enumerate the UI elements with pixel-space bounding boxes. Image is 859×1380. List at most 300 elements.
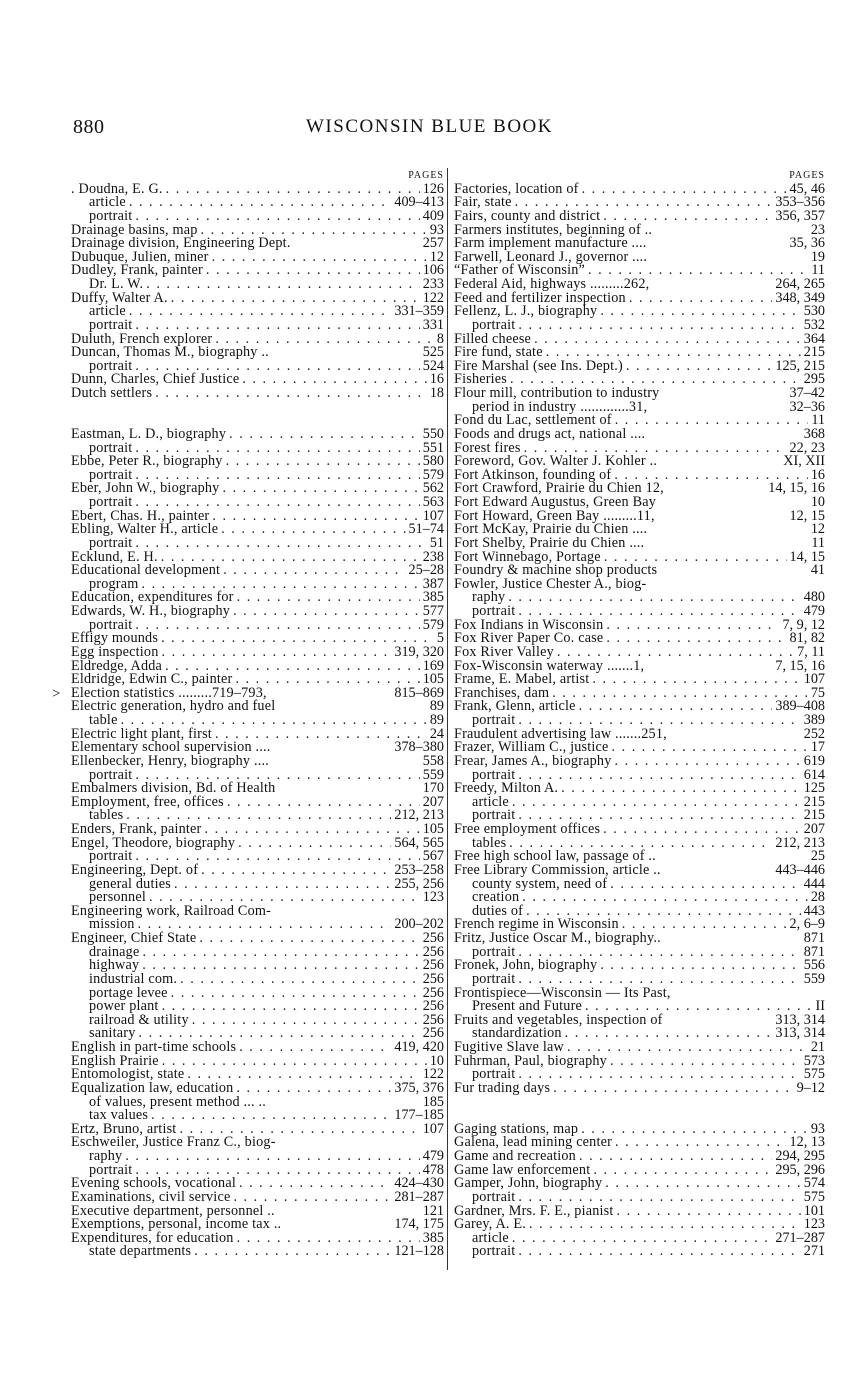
- entry-pages: 419, 420: [394, 1039, 444, 1055]
- dot-leader: [204, 823, 419, 837]
- entry-term: Game and recreation: [454, 1148, 576, 1164]
- entry-pages: 207: [803, 821, 825, 837]
- entry-pages: 313, 314: [775, 1025, 825, 1042]
- entry-term: Engineering work, Railroad Com-: [71, 902, 272, 919]
- entry-term: Edwards, W. H., biography: [71, 603, 231, 619]
- entry-pages: 107: [422, 1120, 444, 1137]
- entry-term: tax values: [89, 1107, 149, 1124]
- entry-pages: 257: [422, 235, 444, 252]
- dot-leader: [629, 292, 772, 306]
- entry-term: Embalmers division, Bd. of Health: [71, 780, 276, 797]
- entry-term: portrait: [89, 316, 133, 333]
- entry-term: general duties: [89, 875, 171, 892]
- entry-pages: 271: [803, 1243, 825, 1260]
- entry-term: Fort McKay, Prairie du Chien ....: [454, 521, 648, 538]
- entry-term: . Doudna, E. G.: [71, 180, 163, 197]
- entry-pages: 12: [429, 248, 444, 265]
- entry-pages: 559: [422, 766, 444, 783]
- entry-term: Electric light plant, first: [71, 725, 212, 742]
- entry-pages: 215: [803, 807, 825, 824]
- entry-term: Fort Crawford, Prairie du Chien 12,: [454, 480, 664, 497]
- page-header: [0, 116, 859, 142]
- entry-pages: II: [815, 998, 825, 1015]
- entry-term: Fruits and vegetables, inspection of: [454, 1011, 663, 1028]
- entry-pages: 51–74: [408, 521, 444, 538]
- entry-pages: 41: [810, 562, 825, 579]
- dot-leader: [229, 428, 420, 442]
- dot-leader: [237, 1232, 420, 1246]
- entry-term: Farm implement manufacture ....: [454, 235, 647, 252]
- dot-leader: [162, 1055, 427, 1069]
- entry-term: Farwell, Leonard J., governor ....: [454, 248, 648, 265]
- entry-pages: 294, 295: [775, 1148, 825, 1164]
- entry-pages: 14, 15: [789, 548, 825, 565]
- entry-pages: 125: [803, 780, 825, 797]
- section-gap: [71, 401, 444, 415]
- entry-pages: 18: [429, 385, 444, 401]
- entry-pages: 8: [436, 330, 444, 347]
- dot-leader: [142, 959, 419, 973]
- index-entry: [454, 1218, 825, 1232]
- entry-term: Entomologist, state: [71, 1066, 185, 1083]
- entry-term: highway: [89, 957, 140, 974]
- entry-pages: 551: [422, 439, 444, 456]
- entry-term: Fire fund, state: [454, 344, 543, 361]
- entry-pages: 256: [422, 998, 444, 1015]
- dot-leader: [518, 1245, 800, 1259]
- entry-pages: 28: [810, 889, 825, 906]
- entry-pages: 815–869: [394, 684, 444, 701]
- entry-term: Gardner, Mrs. F. E., pianist: [454, 1202, 614, 1219]
- entry-pages: 32–36: [789, 398, 825, 415]
- entry-term: table: [89, 712, 118, 728]
- dot-leader: [212, 510, 419, 524]
- entry-term: Fire Marshal (see Ins. Dept.): [454, 357, 623, 374]
- entry-pages: 619: [803, 752, 825, 769]
- dot-leader: [129, 305, 392, 319]
- entry-term: Employment, free, offices: [71, 793, 224, 810]
- entry-term: Fair, state: [454, 194, 512, 211]
- dot-leader: [582, 183, 787, 197]
- entry-pages: 295: [803, 371, 825, 388]
- entry-pages: 185: [422, 1093, 444, 1110]
- entry-term: article: [472, 1229, 509, 1246]
- entry-term: Ellenbecker, Henry, biography ....: [71, 752, 269, 769]
- dot-leader: [593, 1164, 772, 1178]
- entry-pages: 385: [422, 589, 444, 606]
- entry-term: Educational development: [71, 562, 221, 579]
- dot-leader: [233, 605, 420, 619]
- entry-pages: 409–413: [394, 194, 444, 211]
- dot-leader: [239, 1177, 391, 1191]
- entry-term: Fox-Wisconsin waterway .......1,: [454, 657, 645, 674]
- entry-pages: 174, 175: [394, 1216, 444, 1233]
- entry-term: Forest fires: [454, 439, 521, 456]
- entry-pages: 81, 82: [789, 630, 825, 647]
- entry-pages: 375, 376: [394, 1079, 444, 1096]
- entry-pages: 177–185: [394, 1107, 444, 1124]
- entry-term: Fugitive Slave law: [454, 1039, 564, 1055]
- entry-pages: 479: [803, 603, 825, 619]
- entry-pages: 319, 320: [394, 643, 444, 660]
- entry-pages: 5: [436, 630, 444, 647]
- entry-pages: 12, 15: [789, 507, 825, 524]
- entry-pages: 256: [422, 1011, 444, 1028]
- index-entry: [454, 357, 825, 374]
- entry-term: Fort Edward Augustus, Green Bay: [454, 494, 657, 510]
- entry-term: drainage: [89, 943, 140, 960]
- entry-pages: 170: [422, 780, 444, 797]
- entry-term: Fellenz, L. J., biography: [454, 303, 598, 320]
- entry-pages: 378–380: [394, 739, 444, 756]
- entry-term: Dudley, Frank, painter: [71, 262, 203, 279]
- entry-pages: 353–356: [775, 194, 825, 211]
- index-entry: [454, 1245, 825, 1259]
- index-entry: [71, 387, 444, 401]
- entry-term: portage levee: [89, 984, 168, 1001]
- entry-pages: 25: [810, 848, 825, 865]
- entry-pages: 524: [422, 357, 444, 374]
- entry-term: Fort Winnebago, Portage: [454, 548, 601, 565]
- entry-pages: 574: [803, 1175, 825, 1192]
- index-column-left: [71, 169, 444, 1259]
- entry-term: Foundry & machine shop products: [454, 562, 658, 579]
- entry-term: Fox River Valley: [454, 643, 554, 660]
- dot-leader: [162, 646, 392, 660]
- entry-term: Frame, E. Mabel, artist: [454, 671, 590, 688]
- entry-term: Effigy mounds: [71, 630, 159, 647]
- entry-term: Exemptions, personal, income tax ..: [71, 1216, 282, 1233]
- entry-pages: 530: [803, 303, 825, 320]
- index-entry: [71, 700, 444, 714]
- entry-term: “Father of Wisconsin”: [454, 262, 586, 279]
- entry-term: Gaging stations, map: [454, 1120, 579, 1137]
- entry-term: Duncan, Thomas M., biography ..: [71, 344, 269, 361]
- dot-leader: [227, 796, 420, 810]
- dot-leader: [512, 796, 801, 810]
- entry-term: raphy: [89, 1148, 123, 1164]
- entry-pages: 122: [422, 1066, 444, 1083]
- entry-term: Ebbe, Peter R., biography: [71, 453, 223, 470]
- entry-term: Ertz, Bruno, artist: [71, 1120, 177, 1137]
- entry-term: Fox Indians in Wisconsin: [454, 616, 604, 633]
- entry-term: portrait: [472, 1188, 516, 1205]
- entry-term: Evening schools, vocational: [71, 1175, 236, 1192]
- index-entry: [454, 575, 825, 592]
- entry-term: period in industry .............31,: [472, 398, 648, 415]
- entry-pages: 559: [803, 970, 825, 987]
- margin-pointer-mark: >: [52, 686, 61, 702]
- entry-term: portrait: [472, 943, 516, 960]
- entry-pages: 331: [422, 316, 444, 333]
- entry-term: Fort Howard, Green Bay .........11,: [454, 507, 655, 524]
- dot-leader: [194, 1245, 391, 1259]
- dot-leader: [518, 1068, 800, 1082]
- entry-pages: 106: [422, 262, 444, 279]
- entry-pages: 558: [422, 752, 444, 769]
- entry-pages: 24: [429, 725, 444, 742]
- entry-pages: 256: [422, 1025, 444, 1042]
- entry-pages: 93: [810, 1120, 825, 1137]
- entry-term: portrait: [472, 603, 516, 619]
- dot-leader: [522, 891, 808, 905]
- dot-leader: [151, 1109, 391, 1123]
- entry-term: raphy: [472, 589, 506, 606]
- entry-pages: 424–430: [394, 1175, 444, 1192]
- dot-leader: [226, 455, 420, 469]
- entry-pages: 122: [422, 289, 444, 306]
- dot-leader: [606, 619, 779, 633]
- entry-pages: 525: [422, 344, 444, 361]
- entry-term: of values, present method ... ..: [89, 1093, 267, 1110]
- entry-term: Fowler, Justice Chester A., biog-: [454, 575, 647, 592]
- entry-term: Fuhrman, Paul, biography: [454, 1052, 607, 1069]
- entry-term: Free Library Commission, article ..: [454, 861, 661, 878]
- entry-pages: 252: [803, 725, 825, 742]
- entry-pages: 105: [422, 821, 444, 837]
- entry-term: Frear, James A., biography: [454, 752, 612, 769]
- entry-term: Gamper, John, biography: [454, 1175, 603, 1192]
- dot-leader: [174, 878, 391, 892]
- dot-leader: [615, 1136, 786, 1150]
- entry-term: portrait: [472, 712, 516, 728]
- index-entry: [71, 793, 444, 810]
- entry-term: portrait: [472, 316, 516, 333]
- dot-leader: [605, 1177, 800, 1191]
- entry-term: Frazer, William C., justice: [454, 739, 609, 756]
- entry-term: portrait: [89, 207, 133, 224]
- entry-term: portrait: [89, 766, 133, 783]
- entry-term: Drainage division, Engineering Dept.: [71, 235, 291, 252]
- entry-pages: 10: [810, 494, 825, 510]
- entry-term: Free high school law, passage of ..: [454, 848, 656, 865]
- dot-leader: [237, 591, 420, 605]
- entry-pages: 105: [422, 671, 444, 688]
- dot-leader: [201, 864, 391, 878]
- entry-pages: 389: [803, 712, 825, 728]
- entry-term: Duluth, French explorer: [71, 330, 213, 347]
- entry-pages: 207: [422, 793, 444, 810]
- index-entry: [71, 1136, 444, 1150]
- entry-pages: 123: [422, 889, 444, 906]
- entry-term: article: [89, 194, 126, 211]
- dot-leader: [146, 278, 420, 292]
- entry-pages: 89: [429, 712, 444, 728]
- entry-pages: 580: [422, 453, 444, 470]
- entry-pages: 387: [422, 575, 444, 592]
- dot-leader: [612, 741, 808, 755]
- entry-term: mission: [89, 916, 135, 933]
- entry-pages: 871: [803, 930, 825, 946]
- entry-term: portrait: [472, 766, 516, 783]
- entry-pages: 444: [803, 875, 825, 892]
- entry-pages: 256: [422, 984, 444, 1001]
- entry-term: Eschweiler, Justice Franz C., biog-: [71, 1134, 276, 1151]
- dot-leader: [606, 632, 786, 646]
- entry-pages: 331–359: [394, 303, 444, 320]
- entry-pages: 313, 314: [775, 1011, 825, 1028]
- entry-pages: 11: [811, 534, 825, 551]
- entry-pages: 169: [422, 657, 444, 674]
- entry-pages: 125, 215: [775, 357, 825, 374]
- entry-pages: 212, 213: [775, 834, 825, 851]
- index-entry: [454, 782, 825, 796]
- entry-pages: 567: [422, 848, 444, 865]
- entry-term: Education, expenditures for: [71, 589, 234, 606]
- entry-term: Fraudulent advertising law .......251,: [454, 725, 667, 742]
- entry-pages: 478: [422, 1161, 444, 1178]
- entry-pages: 11: [811, 262, 825, 279]
- entry-term: Fairs, county and district: [454, 207, 601, 224]
- entry-pages: 19: [810, 248, 825, 265]
- entry-term: portrait: [89, 1161, 133, 1178]
- entry-pages: 295, 296: [775, 1161, 825, 1178]
- entry-pages: 215: [803, 793, 825, 810]
- entry-pages: 368: [803, 425, 825, 442]
- entry-pages: 389–408: [775, 698, 825, 715]
- entry-term: Foreword, Gov. Walter J. Kohler ..: [454, 453, 658, 470]
- entry-pages: 564, 565: [394, 834, 444, 851]
- entry-term: Engel, Theodore, biography: [71, 834, 236, 851]
- entry-term: power plant: [89, 998, 159, 1015]
- dot-leader: [161, 632, 434, 646]
- entry-term: Enders, Frank, painter: [71, 821, 202, 837]
- entry-term: railroad & utility: [89, 1011, 189, 1028]
- dot-leader: [222, 482, 419, 496]
- entry-pages: 385: [422, 1229, 444, 1246]
- entry-term: industrial com.: [89, 970, 178, 987]
- entry-term: Feed and fertilizer inspection: [454, 289, 626, 306]
- dot-leader: [579, 1150, 772, 1164]
- entry-term: article: [472, 793, 509, 810]
- entry-pages: 271–287: [775, 1229, 825, 1246]
- entry-term: Fort Shelby, Prairie du Chien ....: [454, 534, 645, 551]
- dot-leader: [221, 523, 405, 537]
- entry-pages: 256: [422, 930, 444, 946]
- entry-pages: 256: [422, 943, 444, 960]
- entry-pages: 121–128: [394, 1243, 444, 1260]
- dot-leader: [610, 878, 801, 892]
- entry-term: sanitary: [89, 1025, 136, 1042]
- running-title: WISCONSIN BLUE BOOK: [306, 116, 553, 137]
- index-entry: [71, 1245, 444, 1259]
- entry-pages: 9–12: [796, 1079, 825, 1096]
- entry-pages: 253–258: [394, 861, 444, 878]
- dot-leader: [529, 1218, 801, 1232]
- entry-term: Fox River Paper Co. case: [454, 630, 604, 647]
- dot-leader: [171, 987, 420, 1001]
- dot-leader: [180, 973, 420, 987]
- entry-pages: 532: [803, 316, 825, 333]
- dot-leader: [518, 319, 800, 333]
- entry-term: French regime in Wisconsin: [454, 916, 619, 933]
- entry-pages: 281–287: [394, 1188, 444, 1205]
- dot-leader: [155, 387, 427, 401]
- dot-leader: [125, 1150, 419, 1164]
- entry-pages: 479: [422, 1148, 444, 1164]
- entry-pages: 107: [803, 671, 825, 688]
- entry-term: portrait: [89, 439, 133, 456]
- entry-term: tables: [89, 807, 124, 824]
- entry-term: portrait: [89, 494, 133, 510]
- entry-term: Frontispiece—Wisconsin — Its Past,: [454, 984, 671, 1001]
- entry-term: Fisheries: [454, 371, 508, 388]
- dot-leader: [239, 1041, 391, 1055]
- entry-pages: 443: [803, 902, 825, 919]
- entry-pages: 11: [811, 412, 825, 429]
- entry-pages: 2, 6–9: [789, 916, 825, 933]
- entry-pages: 7, 9, 12: [782, 616, 825, 633]
- entry-pages: 348, 349: [775, 289, 825, 306]
- entry-term: creation: [472, 889, 520, 906]
- entry-term: duties of: [472, 902, 524, 919]
- dot-leader: [199, 932, 419, 946]
- entry-pages: 212, 213: [394, 807, 444, 824]
- entry-term: portrait: [89, 534, 133, 551]
- dot-leader: [166, 183, 420, 197]
- entry-term: Dubuque, Julien, miner: [71, 248, 209, 265]
- entry-pages: 356, 357: [775, 207, 825, 224]
- entry-pages: 215: [803, 344, 825, 361]
- entry-pages: 256: [422, 957, 444, 974]
- entry-term: portrait: [89, 616, 133, 633]
- entry-term: portrait: [89, 848, 133, 865]
- dot-leader: [142, 946, 419, 960]
- entry-term: Free employment offices: [454, 821, 601, 837]
- entry-pages: 7, 11: [797, 643, 825, 660]
- entry-term: Fur trading days: [454, 1079, 551, 1096]
- dot-leader: [626, 360, 772, 374]
- entry-term: Federal Aid, highways .........262,: [454, 276, 650, 292]
- dot-leader: [135, 537, 426, 551]
- entry-pages: 562: [422, 480, 444, 497]
- dot-leader: [135, 619, 419, 633]
- entry-term: program: [89, 575, 139, 592]
- entry-pages: 200–202: [394, 916, 444, 933]
- entry-pages: 573: [803, 1052, 825, 1069]
- entry-pages: 23: [810, 221, 825, 238]
- entry-term: standardization: [472, 1025, 562, 1042]
- entry-term: article: [89, 303, 126, 320]
- index-entry: [71, 289, 444, 306]
- dot-leader: [603, 823, 801, 837]
- entry-pages: 89: [429, 698, 444, 715]
- entry-term: Eastman, L. D., biography: [71, 425, 227, 442]
- dot-leader: [552, 687, 808, 701]
- entry-pages: 575: [803, 1066, 825, 1083]
- entry-term: Ebling, Walter H., article: [71, 521, 219, 538]
- entry-term: Flour mill, contribution to industry: [454, 385, 660, 401]
- entry-pages: 255, 256: [394, 875, 444, 892]
- entry-term: Filled cheese: [454, 330, 532, 347]
- entry-pages: 45, 46: [789, 180, 825, 197]
- entry-pages: 233: [422, 276, 444, 292]
- entry-pages: 25–28: [408, 562, 444, 579]
- entry-term: portrait: [472, 807, 516, 824]
- entry-pages: 12: [810, 521, 825, 538]
- dot-leader: [212, 251, 427, 265]
- entry-pages: 556: [803, 957, 825, 974]
- dot-leader: [238, 837, 391, 851]
- entry-term: English Prairie: [71, 1052, 159, 1069]
- dot-leader: [518, 769, 800, 783]
- entry-term: Drainage basins, map: [71, 221, 198, 238]
- entry-pages: 563: [422, 494, 444, 510]
- dot-leader: [192, 1014, 420, 1028]
- entry-term: Frank, Glenn, article: [454, 698, 576, 715]
- entry-pages: 579: [422, 466, 444, 483]
- entry-term: Dutch settlers: [71, 385, 153, 401]
